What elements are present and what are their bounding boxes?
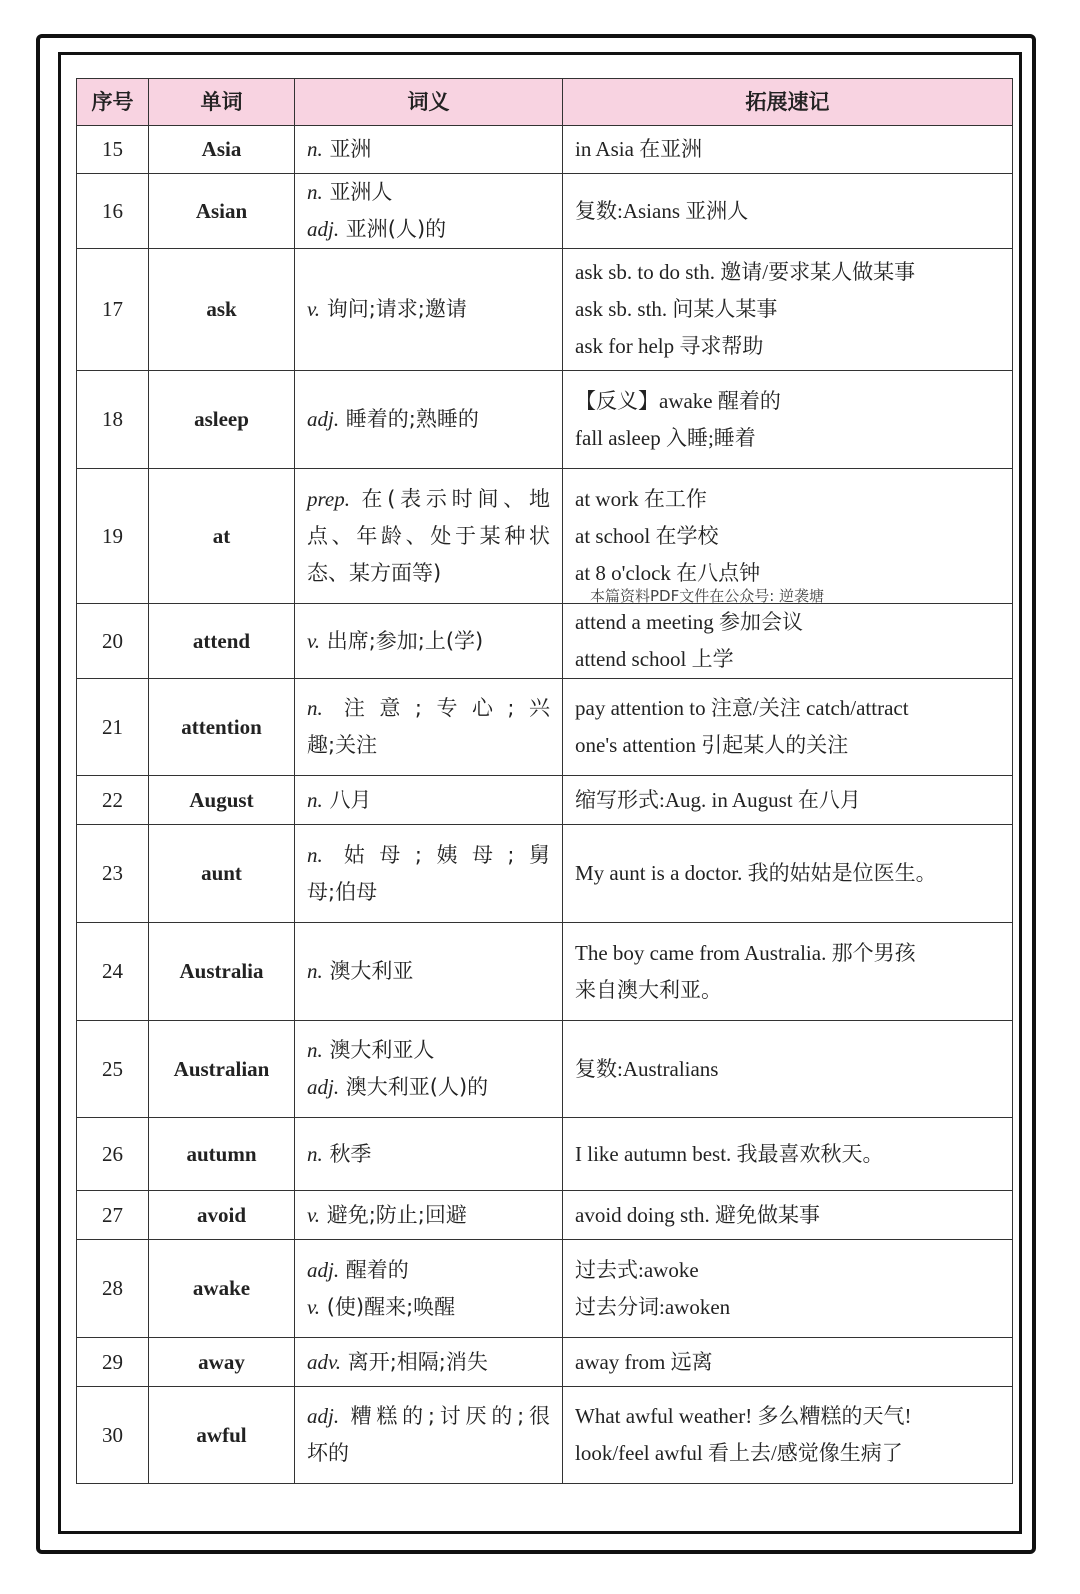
row-number: 21: [77, 679, 149, 776]
memo-line: in Asia 在亚洲: [575, 137, 703, 161]
memo-notes: [563, 679, 1013, 776]
memo-line: attend a meeting 参加会议: [575, 610, 804, 634]
memo-line: The boy came from Australia. 那个男孩: [575, 940, 916, 965]
row-number: 29: [77, 1338, 149, 1387]
memo-notes: [563, 1021, 1013, 1118]
meaning-text: 母;伯母: [307, 879, 378, 904]
row-number: 25: [77, 1021, 149, 1118]
meaning-line: [307, 401, 550, 438]
row-number: 19: [77, 469, 149, 604]
meaning-line: [307, 555, 550, 592]
row-number: 22: [77, 776, 149, 825]
memo-line: at 8 o'clock 在八点钟: [575, 560, 761, 585]
header-memo: 拓展速记: [563, 79, 1013, 126]
memo-notes: [563, 1338, 1013, 1387]
vocab-word: at: [149, 469, 295, 604]
memo-line: 复数:Australians: [575, 1056, 719, 1081]
meaning-text: 注意;专心;兴: [343, 696, 550, 720]
meaning-line: [307, 690, 550, 727]
memo-line: ask sb. sth. 问某人某事: [575, 297, 778, 321]
meaning-text: 澳大利亚人: [329, 1038, 435, 1062]
part-of-speech: n.: [307, 137, 323, 161]
part-of-speech: n.: [307, 1038, 323, 1062]
meaning-line: [307, 131, 550, 168]
memo-line: What awful weather! 多么糟糕的天气!: [575, 1404, 912, 1428]
word-meaning: [295, 249, 563, 371]
word-meaning: [295, 469, 563, 604]
memo-line: at school 在学校: [575, 523, 719, 548]
vocab-word: Australia: [149, 923, 295, 1021]
memo-notes: [563, 825, 1013, 923]
part-of-speech: n.: [307, 180, 323, 204]
part-of-speech: n.: [307, 787, 323, 812]
part-of-speech: adv.: [307, 1349, 342, 1374]
part-of-speech: v.: [307, 628, 321, 653]
memo-notes: [563, 1191, 1013, 1240]
row-number: 23: [77, 825, 149, 923]
meaning-line: [307, 1197, 550, 1234]
vocab-word: autumn: [149, 1118, 295, 1191]
vocab-word: avoid: [149, 1191, 295, 1240]
memo-line: look/feel awful 看上去/感觉像生病了: [575, 1441, 903, 1465]
part-of-speech: adj.: [307, 1257, 340, 1282]
meaning-line: [307, 1136, 550, 1173]
row-number: 24: [77, 923, 149, 1021]
part-of-speech: n.: [307, 1141, 323, 1166]
memo-line: attend school 上学: [575, 647, 734, 671]
memo-line: 【反义】awake 醒着的: [575, 388, 781, 413]
word-meaning: [295, 174, 563, 249]
vocab-word: Asian: [149, 174, 295, 249]
row-number: 30: [77, 1387, 149, 1484]
table-row: [77, 825, 1013, 923]
memo-line: away from 远离: [575, 1349, 713, 1374]
table-row: [77, 1338, 1013, 1387]
table-row: [77, 776, 1013, 825]
meaning-line: [307, 211, 550, 248]
table-row: [77, 126, 1013, 174]
vocab-word: Australian: [149, 1021, 295, 1118]
row-number: 15: [77, 126, 149, 174]
row-number: 17: [77, 249, 149, 371]
meaning-text: 坏的: [307, 1441, 349, 1465]
meaning-line: [307, 1289, 550, 1326]
part-of-speech: adj.: [307, 407, 340, 431]
table-row: [77, 679, 1013, 776]
word-meaning: [295, 604, 563, 679]
meaning-line: [307, 837, 550, 874]
vocab-word: August: [149, 776, 295, 825]
memo-line: 过去分词:awoken: [575, 1294, 731, 1319]
memo-line: 过去式:awoke: [575, 1257, 699, 1282]
header-number: 序号: [77, 79, 149, 126]
meaning-text: 态、某方面等): [307, 560, 442, 585]
meaning-text: 澳大利亚: [329, 959, 414, 983]
meaning-line: [307, 874, 550, 911]
meaning-text: 亚洲(人)的: [345, 217, 447, 241]
memo-line: at work 在工作: [575, 486, 707, 511]
part-of-speech: adj.: [307, 217, 340, 241]
memo-line: fall asleep 入睡;睡着: [575, 425, 756, 450]
meaning-line: [307, 782, 550, 819]
table-row: [77, 1118, 1013, 1191]
vocab-word: awake: [149, 1240, 295, 1338]
word-meaning: [295, 1118, 563, 1191]
row-number: 20: [77, 604, 149, 679]
memo-notes: [563, 604, 1013, 679]
memo-line: I like autumn best. 我最喜欢秋天。: [575, 1141, 884, 1166]
table-row: [77, 249, 1013, 371]
meaning-text: 八月: [329, 787, 372, 812]
memo-notes: [563, 1387, 1013, 1484]
meaning-line: [307, 1398, 550, 1435]
meaning-line: [307, 727, 550, 764]
meaning-text: 姑母;姨母;舅: [343, 842, 550, 867]
row-number: 18: [77, 371, 149, 469]
meaning-text: 询问;请求;邀请: [326, 297, 467, 321]
meaning-line: [307, 481, 550, 518]
vocabulary-table: [76, 78, 1013, 1484]
memo-line: My aunt is a doctor. 我的姑姑是位医生。: [575, 861, 937, 885]
table-row: [77, 1240, 1013, 1338]
part-of-speech: prep.: [307, 486, 350, 511]
meaning-text: 亚洲: [329, 137, 372, 161]
vocab-word: aunt: [149, 825, 295, 923]
memo-line: 来自澳大利亚。: [575, 977, 722, 1002]
meaning-text: 在(表示时间、地: [361, 486, 550, 511]
meaning-text: (使)醒来;唤醒: [326, 1294, 456, 1319]
memo-line: 缩写形式:Aug. in August 在八月: [575, 787, 861, 812]
table-header-row: [77, 79, 1013, 126]
word-meaning: [295, 1021, 563, 1118]
meaning-text: 澳大利亚(人)的: [345, 1075, 489, 1099]
vocab-word: attention: [149, 679, 295, 776]
vocab-word: attend: [149, 604, 295, 679]
word-meaning: [295, 1191, 563, 1240]
memo-notes: [563, 126, 1013, 174]
memo-notes: [563, 776, 1013, 825]
table-row: [77, 1387, 1013, 1484]
row-number: 28: [77, 1240, 149, 1338]
watermark-text: 本篇资料PDF文件在公众号: 逆袭塘: [590, 587, 825, 605]
memo-notes: [563, 371, 1013, 469]
word-meaning: [295, 1240, 563, 1338]
header-word: 单词: [149, 79, 295, 126]
memo-line: ask sb. to do sth. 邀请/要求某人做某事: [575, 260, 916, 284]
meaning-line: [307, 518, 550, 555]
memo-line: ask for help 寻求帮助: [575, 334, 764, 358]
memo-notes: [563, 249, 1013, 371]
row-number: 26: [77, 1118, 149, 1191]
part-of-speech: n.: [307, 959, 323, 983]
memo-notes: [563, 469, 1013, 604]
meaning-text: 秋季: [329, 1141, 372, 1166]
memo-line: 复数:Asians 亚洲人: [575, 198, 749, 223]
meaning-text: 睡着的;熟睡的: [345, 407, 479, 431]
table-row: [77, 371, 1013, 469]
meaning-line: [307, 1344, 550, 1381]
meaning-line: [307, 1252, 550, 1289]
part-of-speech: n.: [307, 842, 323, 867]
memo-notes: [563, 923, 1013, 1021]
word-meaning: [295, 679, 563, 776]
vocab-word: ask: [149, 249, 295, 371]
memo-line: pay attention to 注意/关注 catch/attract: [575, 696, 909, 720]
meaning-text: 亚洲人: [329, 180, 393, 204]
table-row: [77, 174, 1013, 249]
table-row: [77, 469, 1013, 604]
table-row: [77, 1021, 1013, 1118]
meaning-text: 点、年龄、处于某种状: [307, 523, 550, 548]
part-of-speech: v.: [307, 1202, 321, 1227]
word-meaning: [295, 1387, 563, 1484]
row-number: 16: [77, 174, 149, 249]
meaning-text: 醒着的: [345, 1257, 409, 1282]
part-of-speech: n.: [307, 696, 323, 720]
table-row: [77, 604, 1013, 679]
memo-notes: [563, 174, 1013, 249]
vocab-word: away: [149, 1338, 295, 1387]
memo-notes: [563, 1240, 1013, 1338]
part-of-speech: adj.: [307, 1404, 340, 1428]
meaning-text: 糟糕的;讨厌的;很: [350, 1404, 550, 1428]
meaning-line: [307, 623, 550, 660]
part-of-speech: v.: [307, 297, 321, 321]
meaning-text: 出席;参加;上(学): [326, 628, 484, 653]
part-of-speech: v.: [307, 1294, 321, 1319]
meaning-line: [307, 1435, 550, 1472]
meaning-line: [307, 1069, 550, 1106]
word-meaning: [295, 923, 563, 1021]
word-meaning: [295, 126, 563, 174]
meaning-line: [307, 174, 550, 211]
part-of-speech: adj.: [307, 1075, 340, 1099]
meaning-line: [307, 291, 550, 328]
vocab-word: Asia: [149, 126, 295, 174]
header-meaning: 词义: [295, 79, 563, 126]
word-meaning: [295, 371, 563, 469]
vocab-word: asleep: [149, 371, 295, 469]
meaning-text: 避免;防止;回避: [326, 1202, 467, 1227]
meaning-text: 离开;相隔;消失: [347, 1349, 488, 1374]
meaning-text: 趣;关注: [307, 733, 378, 757]
meaning-line: [307, 1032, 550, 1069]
memo-line: avoid doing sth. 避免做某事: [575, 1202, 820, 1227]
word-meaning: [295, 1338, 563, 1387]
row-number: 27: [77, 1191, 149, 1240]
table-body: [77, 126, 1013, 1484]
meaning-line: [307, 953, 550, 990]
table-row: [77, 923, 1013, 1021]
word-meaning: [295, 776, 563, 825]
word-meaning: [295, 825, 563, 923]
memo-line: one's attention 引起某人的关注: [575, 733, 849, 757]
vocab-word: awful: [149, 1387, 295, 1484]
table-row: [77, 1191, 1013, 1240]
memo-notes: [563, 1118, 1013, 1191]
